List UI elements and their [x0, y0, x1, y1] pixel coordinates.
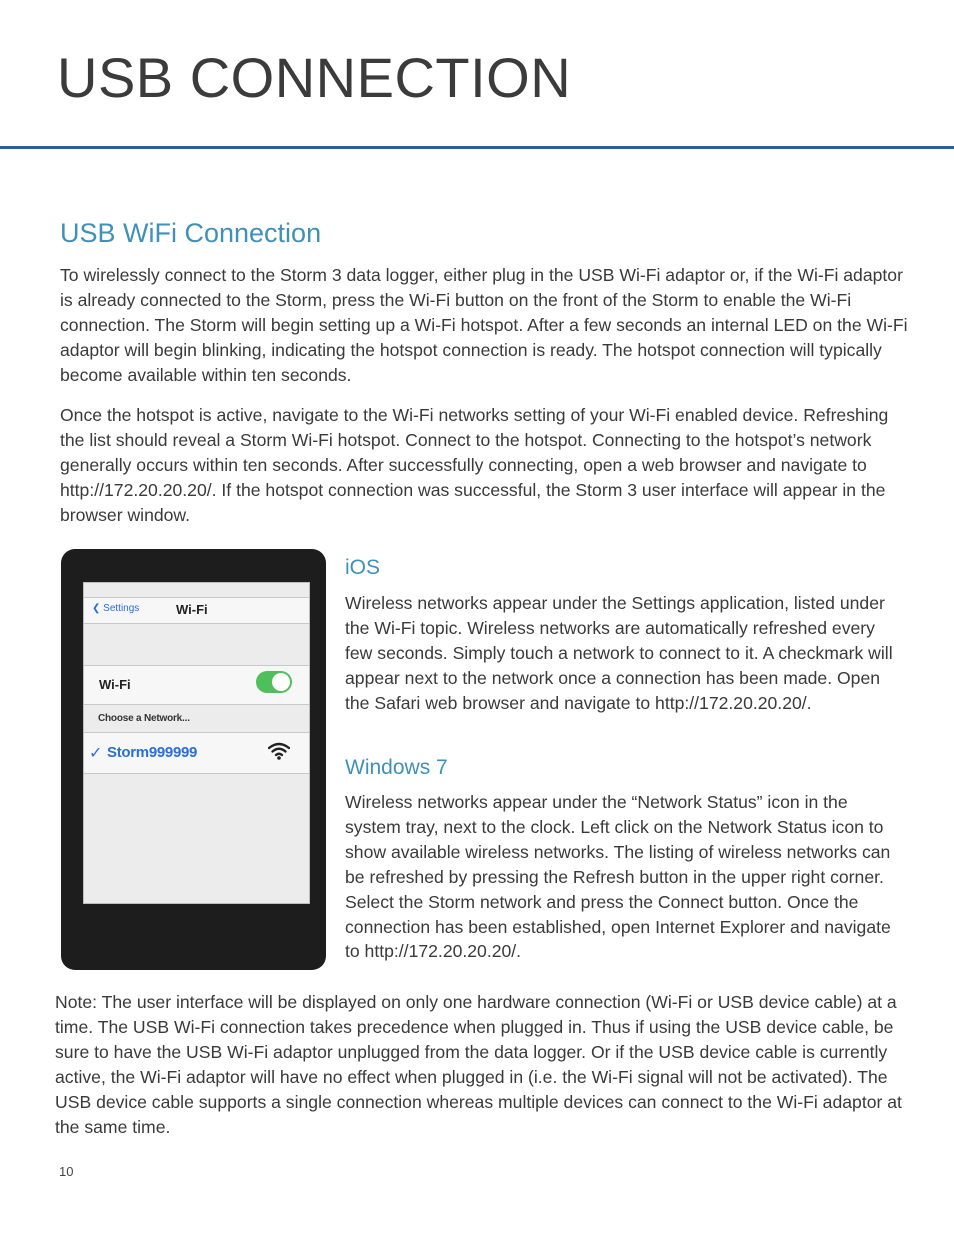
settings-back-link[interactable] [92, 603, 139, 614]
wifi-toggle-row [84, 665, 309, 705]
ios-nav-bar [84, 597, 309, 624]
ios-paragraph: Wireless networks appear under the Settings application, listed under the Wi-Fi topic. Wireless networks are automatically refreshed every few seconds. Simply touch a network to connect to it. A checkmark will appear next to the network once a connection has been made. Open the Safari web browser and navigate to http://172.20.20.20/. [345, 593, 893, 713]
ios-heading: iOS [345, 556, 381, 579]
page-number: 10 [59, 1164, 74, 1179]
toggle-knob [272, 673, 290, 691]
page-title: USB CONNECTION [57, 46, 572, 109]
note-paragraph: Note: The user interface will be displayed on only one hardware connection (Wi-Fi or USB device cable) at a time. The USB Wi-Fi connection takes precedence when plugged in. Thus if using the USB device cable, be sure to have the USB Wi-Fi adaptor unplugged from the data logger. Or if the USB device cable is currently active, the Wi-Fi adaptor will have no effect when plugged in (i.e. the Wi-Fi signal will not be activated). The USB device cable supports a single connection whereas multiple devices can connect to the Wi-Fi adaptor at the same time. [55, 992, 902, 1137]
intro-paragraph: To wirelessly connect to the Storm 3 data logger, either plug in the USB Wi-Fi adaptor or, if the Wi-Fi adaptor is already connected to the Storm, press the Wi-Fi button on the front of the Storm to enable the Wi-Fi connection. The Storm will begin setting up a Wi-Fi hotspot. After a few seconds an internal LED on the Wi-Fi adaptor will begin blinking, indicating the hotspot connection is ready. The hotspot connection will typically become available within ten seconds. [60, 265, 908, 385]
network-list-item[interactable] [84, 732, 309, 774]
network-name: Storm999999 [107, 744, 198, 761]
windows-paragraph: Wireless networks appear under the “Network Status” icon in the system tray, next to the clock. Left click on the Network Status icon to show available wireless networks. The listing of wireless networks can be refreshed by pressing the Refresh button in the upper right corner. Select the Storm network and press the Connect button. Once the connection has been established, open Internet Explorer and navigate to http://172.20.20.20/. [345, 792, 891, 962]
wifi-toggle-label: Wi-Fi [99, 677, 131, 692]
back-link-label: Settings [103, 603, 140, 614]
title-divider [0, 146, 954, 149]
windows-heading: Windows 7 [345, 756, 448, 779]
phone-screen [83, 582, 310, 904]
hotspot-paragraph: Once the hotspot is active, navigate to the Wi-Fi networks setting of your Wi-Fi enabled device. Refreshing the list should reveal a Storm Wi-Fi hotspot. Connect to the hotspot. Connecting to the hotspot’s network generally occurs within ten seconds. After successfully connecting, open a web browser and navigate to http://172.20.20.20/. If the hotspot connection was successful, the Storm 3 user interface will appear in the browser window. [60, 405, 889, 525]
phone-illustration [61, 549, 326, 970]
checkmark-icon: ✓ [89, 745, 103, 762]
chevron-left-icon: ❮ [92, 603, 101, 614]
wifi-toggle-switch[interactable] [256, 671, 292, 693]
nav-title: Wi-Fi [176, 602, 208, 617]
section-heading: USB WiFi Connection [60, 218, 322, 248]
wifi-signal-icon [268, 741, 290, 761]
choose-network-label: Choose a Network... [98, 713, 190, 724]
